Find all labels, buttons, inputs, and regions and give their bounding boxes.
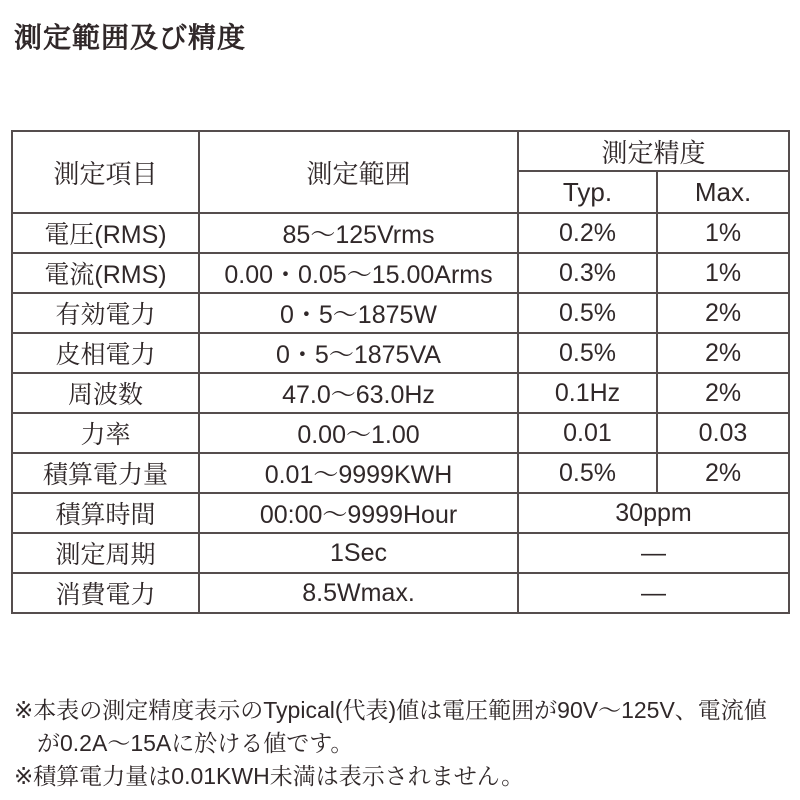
cell-typ: 0.2% <box>518 213 657 253</box>
cell-max: 2% <box>657 333 789 373</box>
table-row <box>12 293 789 333</box>
page-title: 測定範囲及び精度 <box>14 22 247 53</box>
cell-item: 消費電力 <box>12 573 199 613</box>
footnote-item: ※本表の測定精度表示のTypical(代表)値は電圧範囲が90V〜125V、電流値が0.2A〜15Aに於ける値です。 <box>14 697 767 756</box>
column-header-item: 測定項目 <box>12 131 199 213</box>
cell-range: 00:00〜9999Hour <box>199 493 518 533</box>
table-row <box>12 413 789 453</box>
cell-range: 0.00・0.05〜15.00Arms <box>199 253 518 293</box>
cell-item: 電圧(RMS) <box>12 213 199 253</box>
table-row <box>12 253 789 293</box>
cell-max: 0.03 <box>657 413 789 453</box>
cell-range: 0.00〜1.00 <box>199 413 518 453</box>
cell-range: 0.01〜9999KWH <box>199 453 518 493</box>
footnote-item: ※積算電力量は0.01KWH未満は表示されません。 <box>14 763 525 789</box>
footnotes-section <box>14 694 788 793</box>
table-row <box>12 573 789 613</box>
column-header-typ: Typ. <box>518 171 657 213</box>
cell-typ: 0.3% <box>518 253 657 293</box>
cell-item: 皮相電力 <box>12 333 199 373</box>
table-row <box>12 373 789 413</box>
cell-item: 積算時間 <box>12 493 199 533</box>
cell-typ: 0.5% <box>518 453 657 493</box>
column-header-accuracy: 測定精度 <box>518 131 789 171</box>
spec-table <box>11 130 790 614</box>
cell-item: 測定周期 <box>12 533 199 573</box>
cell-range: 1Sec <box>199 533 518 573</box>
cell-item: 周波数 <box>12 373 199 413</box>
cell-max: 1% <box>657 213 789 253</box>
table-row <box>12 453 789 493</box>
cell-max: 1% <box>657 253 789 293</box>
cell-range: 85〜125Vrms <box>199 213 518 253</box>
cell-max: 2% <box>657 293 789 333</box>
cell-range: 0・5〜1875VA <box>199 333 518 373</box>
cell-accuracy-merged: ― <box>518 573 789 613</box>
table-row <box>12 213 789 253</box>
cell-typ: 0.01 <box>518 413 657 453</box>
cell-item: 力率 <box>12 413 199 453</box>
cell-item: 電流(RMS) <box>12 253 199 293</box>
cell-typ: 0.1Hz <box>518 373 657 413</box>
cell-accuracy-merged: 30ppm <box>518 493 789 533</box>
table-header-row-1 <box>12 131 789 171</box>
cell-typ: 0.5% <box>518 333 657 373</box>
cell-accuracy-merged: ― <box>518 533 789 573</box>
cell-max: 2% <box>657 453 789 493</box>
table-row <box>12 533 789 573</box>
cell-range: 0・5〜1875W <box>199 293 518 333</box>
column-header-range: 測定範囲 <box>199 131 518 213</box>
cell-range: 47.0〜63.0Hz <box>199 373 518 413</box>
table-row <box>12 333 789 373</box>
cell-item: 積算電力量 <box>12 453 199 493</box>
cell-typ: 0.5% <box>518 293 657 333</box>
cell-item: 有効電力 <box>12 293 199 333</box>
cell-max: 2% <box>657 373 789 413</box>
column-header-max: Max. <box>657 171 789 213</box>
table-row <box>12 493 789 533</box>
cell-range: 8.5Wmax. <box>199 573 518 613</box>
